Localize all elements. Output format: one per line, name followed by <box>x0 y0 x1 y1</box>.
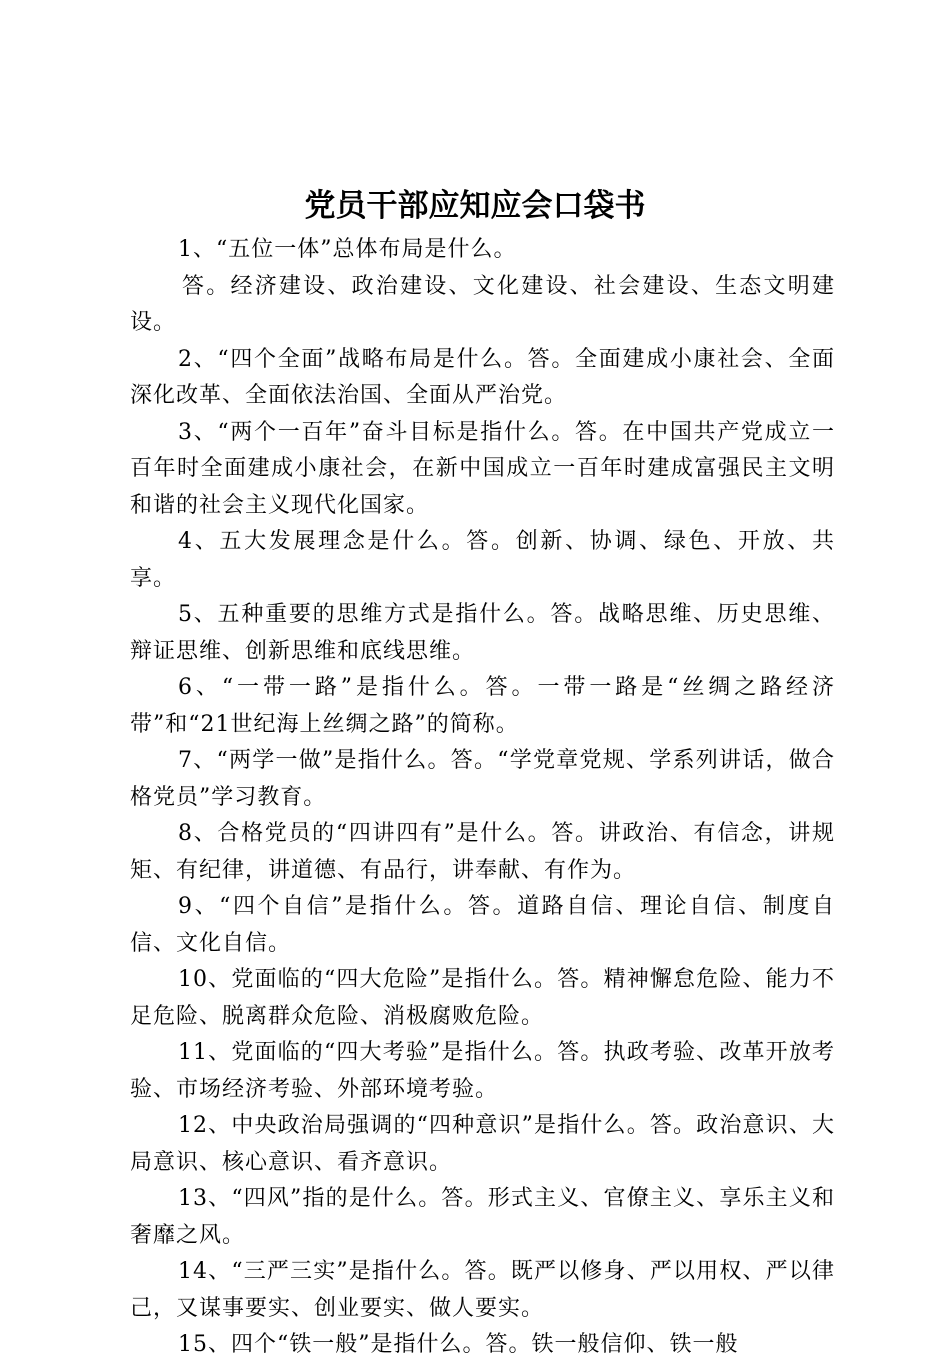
paragraph-q12: 12、中央政治局强调的“四种意识”是指什么。答。政治意识、大局意识、核心意识、看齐意识。 <box>130 1113 835 1175</box>
paragraph-a1: 答。经济建设、政治建设、文化建设、社会建设、生态文明建设。 <box>130 273 835 335</box>
paragraph-q10: 10、党面临的“四大危险”是指什么。答。精神懈怠危险、能力不足危险、脱离群众危险、消极腐败危险。 <box>130 967 835 1029</box>
paragraph-q11: 11、党面临的“四大考验”是指什么。答。执政考验、改革开放考验、市场经济考验、外部环境考验。 <box>130 1040 835 1102</box>
document-body <box>130 232 835 1364</box>
paragraph-q14: 14、“三严三实”是指什么。答。既严以修身、严以用权、严以律己，又谋事要实、创业要实、做人要实。 <box>130 1259 835 1321</box>
paragraph-q15: 15、四个“铁一般”是指什么。答。铁一般信仰、铁一般 <box>178 1332 739 1357</box>
paragraph-q1: 1、“五位一体”总体布局是什么。 <box>178 237 517 262</box>
document-title: 党员干部应知应会口袋书 <box>304 188 646 224</box>
paragraph-q2: 2、“四个全面”战略布局是什么。答。全面建成小康社会、全面深化改革、全面依法治国、全面从严治党。 <box>130 346 835 408</box>
paragraph-q9: 9、“四个自信”是指什么。答。道路自信、理论自信、制度自信、文化自信。 <box>130 894 835 956</box>
paragraph-q7: 7、“两学一做”是指什么。答。“学党章党规、学系列讲话，做合格党员”学习教育。 <box>130 748 835 810</box>
paragraph-q3: 3、“两个一百年”奋斗目标是指什么。答。在中国共产党成立一百年时全面建成小康社会，在新中国成立一百年时建成富强民主文明和谐的社会主义现代化国家。 <box>130 419 835 518</box>
paragraph-q4: 4、五大发展理念是什么。答。创新、协调、绿色、开放、共享。 <box>130 529 835 591</box>
paragraph-q6: 6、“一带一路”是指什么。答。一带一路是“丝绸之路经济带”和“21世纪海上丝绸之路”的简称。 <box>130 675 835 737</box>
paragraph-q13: 13、“四风”指的是什么。答。形式主义、官僚主义、享乐主义和奢靡之风。 <box>130 1186 835 1248</box>
paragraph-q8: 8、合格党员的“四讲四有”是什么。答。讲政治、有信念，讲规矩、有纪律，讲道德、有品行，讲奉献、有作为。 <box>130 821 835 883</box>
paragraph-q5: 5、五种重要的思维方式是指什么。答。战略思维、历史思维、辩证思维、创新思维和底线思维。 <box>130 602 835 664</box>
